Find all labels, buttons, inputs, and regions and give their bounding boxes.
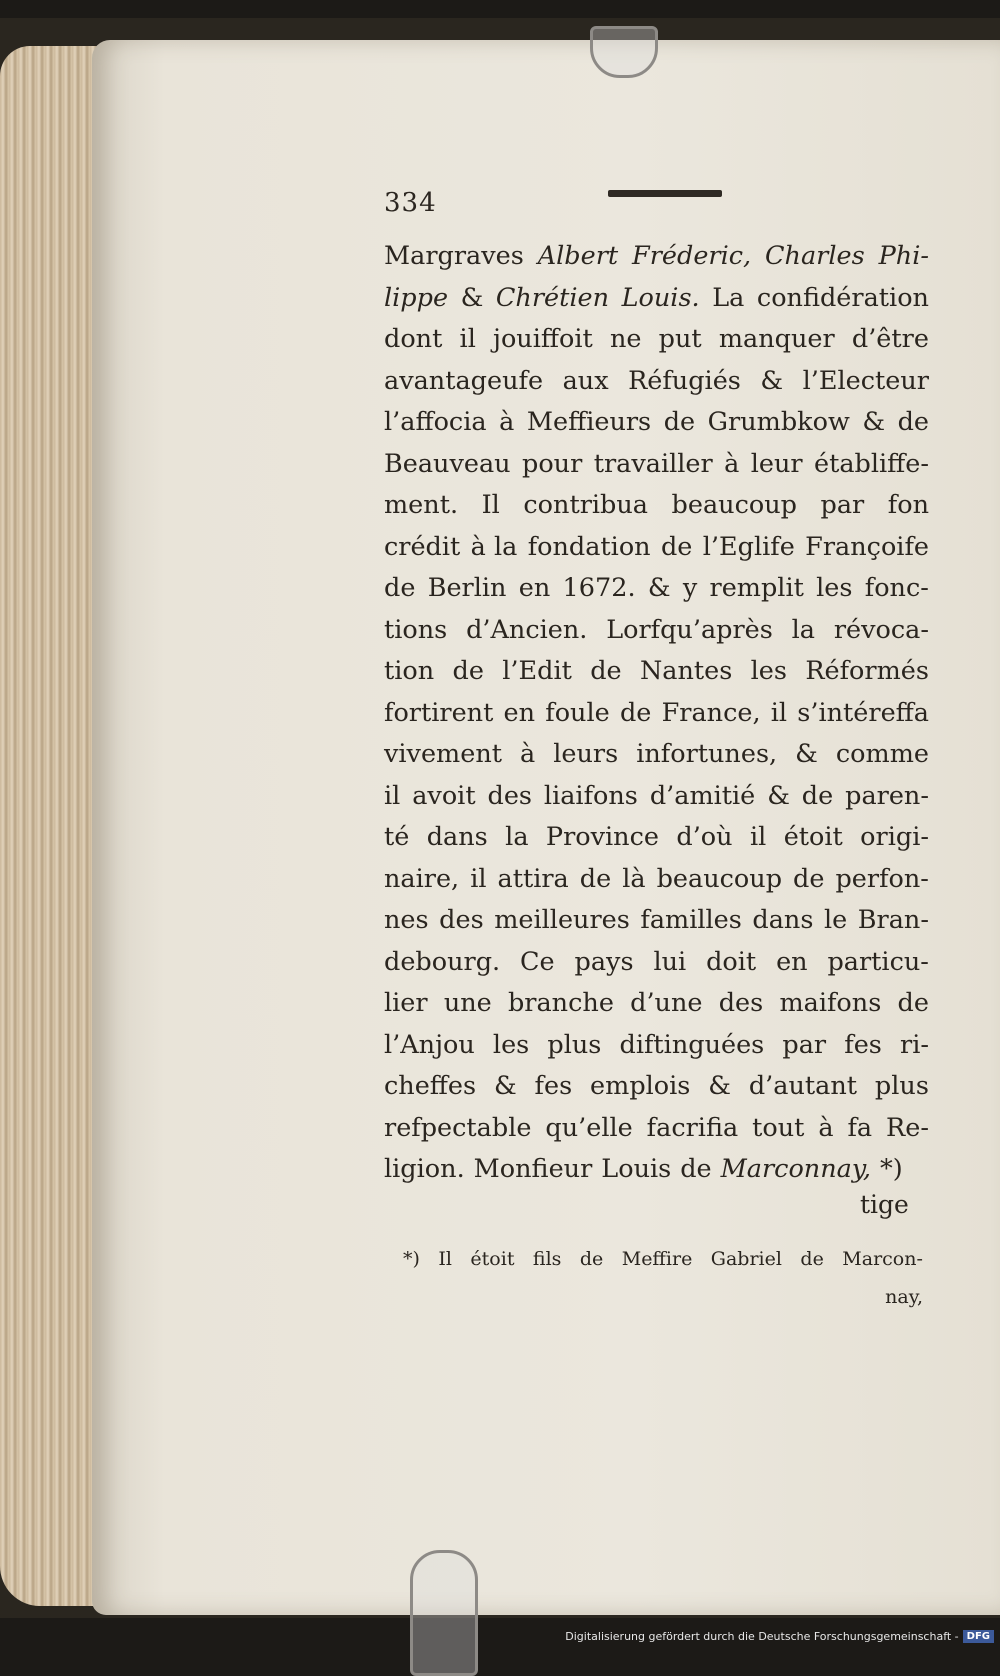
text-line xyxy=(384,1149,929,1191)
word: en xyxy=(776,946,808,977)
word: de xyxy=(579,863,612,894)
text-line xyxy=(384,734,929,776)
word: pays xyxy=(574,946,634,977)
word: dans xyxy=(752,905,814,935)
word: Meffieurs xyxy=(526,407,652,437)
word: vivement xyxy=(384,739,502,769)
word: dont xyxy=(384,324,443,354)
word: contribua xyxy=(523,490,648,520)
word: emplois xyxy=(590,1071,691,1101)
text-line xyxy=(384,942,929,984)
word: ri- xyxy=(900,1029,929,1060)
word: en xyxy=(503,697,536,728)
word: en xyxy=(518,573,551,603)
word: d’une xyxy=(630,988,703,1018)
word: beaucoup xyxy=(671,490,797,520)
word: dans xyxy=(426,822,488,852)
word: leurs xyxy=(553,739,619,769)
word: étoit xyxy=(783,822,843,852)
word: avantageufe xyxy=(384,365,544,396)
word: fes xyxy=(534,1071,573,1101)
word: là xyxy=(622,863,646,894)
word: de xyxy=(897,988,929,1018)
word: à xyxy=(520,739,536,769)
word: Bran- xyxy=(857,905,929,935)
word: à xyxy=(724,448,740,479)
word: fes xyxy=(844,1029,882,1060)
text-line xyxy=(384,776,929,818)
word: jouiffoit xyxy=(493,324,593,354)
word: établiffe- xyxy=(813,448,929,479)
word: l’affocia xyxy=(384,407,487,437)
text-line xyxy=(384,610,929,652)
word: aux xyxy=(562,365,609,396)
footnote-word: étoit xyxy=(470,1248,515,1270)
word: lippe xyxy=(384,282,449,313)
word: liaifons xyxy=(543,780,638,811)
word: y xyxy=(682,573,698,603)
word: les xyxy=(750,656,787,686)
word: fon xyxy=(887,490,929,520)
word: de xyxy=(801,780,834,811)
text-line xyxy=(384,693,929,735)
word: pour xyxy=(522,448,583,479)
word: des xyxy=(487,780,533,811)
word: fondation xyxy=(527,531,651,562)
word: particu- xyxy=(827,946,929,977)
word: Phi- xyxy=(878,241,929,271)
word: d’où xyxy=(676,822,733,852)
word: de xyxy=(663,407,696,437)
word: le xyxy=(824,905,848,935)
word: familles xyxy=(640,905,742,935)
word: Lorfqu’après xyxy=(606,614,773,645)
word: de xyxy=(680,1154,712,1184)
word: & xyxy=(767,780,790,811)
word: Grumbkow xyxy=(707,407,850,437)
word: tions xyxy=(384,614,448,645)
word: & xyxy=(493,1071,517,1101)
footnote-word: Gabriel xyxy=(710,1248,782,1270)
word: facrifia xyxy=(646,1112,739,1143)
text-line xyxy=(384,1025,929,1067)
word: Monfieur xyxy=(473,1154,593,1184)
word: Françoife xyxy=(805,531,929,562)
word: à xyxy=(818,1112,834,1143)
word: paren- xyxy=(845,780,929,811)
text-line xyxy=(384,1108,929,1150)
word: leur xyxy=(750,448,803,479)
word: il xyxy=(384,780,401,811)
word: l’Edit xyxy=(502,656,572,686)
word: de xyxy=(452,656,484,686)
word: & xyxy=(795,739,818,769)
footnote-word: Il xyxy=(438,1248,452,1270)
word: origi- xyxy=(860,822,929,852)
word: il xyxy=(749,822,767,852)
word: foule xyxy=(545,697,610,728)
word: diftinguées xyxy=(619,1029,765,1060)
text-line xyxy=(384,444,929,486)
text-line xyxy=(384,859,929,901)
word: qu’elle xyxy=(545,1112,633,1143)
word: Il xyxy=(481,490,500,520)
word: branche xyxy=(507,988,614,1018)
word: & xyxy=(460,282,484,313)
word: à la xyxy=(470,531,518,562)
word: & xyxy=(862,407,886,437)
word: de xyxy=(619,697,652,728)
word: les xyxy=(492,1029,530,1060)
word: comme xyxy=(835,739,929,769)
page-clip-top xyxy=(590,26,658,78)
word: ne xyxy=(609,324,642,354)
word: 1672. xyxy=(562,573,636,603)
main-text xyxy=(384,236,929,1191)
word: Louis. xyxy=(621,282,700,313)
footnote-word: *) xyxy=(403,1248,420,1270)
word: de xyxy=(590,656,622,686)
word: France, xyxy=(661,697,761,728)
word: par xyxy=(820,490,865,520)
word: de xyxy=(384,573,416,603)
word: La xyxy=(712,282,745,313)
word: naire, xyxy=(384,863,460,894)
word: remplit xyxy=(709,573,804,603)
word: travailler xyxy=(593,448,713,479)
text-line xyxy=(384,278,929,320)
footnote-text: nay, xyxy=(885,1286,923,1308)
footnote-word: fils xyxy=(532,1248,562,1270)
text-line xyxy=(384,568,929,610)
word: lui xyxy=(653,946,687,977)
text-line xyxy=(384,527,929,569)
word: tout xyxy=(752,1112,805,1143)
word: put xyxy=(658,324,702,354)
dfg-logo: DFG xyxy=(963,1630,994,1643)
credit-text: Digitalisierung gefördert durch die Deutsche Forschungsgemeinschaft - xyxy=(565,1630,959,1643)
word: Margraves xyxy=(384,241,524,271)
text-line xyxy=(384,900,929,942)
word: fonc- xyxy=(864,573,929,603)
word: Fréderic, xyxy=(632,241,752,271)
footnote xyxy=(403,1240,923,1316)
word: meilleures xyxy=(494,905,630,935)
word: Re- xyxy=(886,1112,929,1143)
word: plus xyxy=(547,1029,602,1060)
word: fa xyxy=(847,1112,873,1143)
text-line xyxy=(384,236,929,278)
text-line xyxy=(384,651,929,693)
word: & xyxy=(760,365,784,396)
word: d’autant xyxy=(748,1071,858,1101)
word: crédit xyxy=(384,531,461,562)
text-line xyxy=(384,1066,929,1108)
word: Nantes xyxy=(639,656,733,686)
word: ment. xyxy=(384,490,459,520)
footnote-word: Meffire xyxy=(621,1248,693,1270)
word: Réfugiés xyxy=(628,365,741,396)
word: il xyxy=(770,697,788,728)
word: des xyxy=(718,988,764,1018)
word: l’Electeur xyxy=(802,365,929,396)
word: d’être xyxy=(851,324,929,354)
word: il xyxy=(459,324,476,354)
word: & xyxy=(708,1071,731,1101)
word: de xyxy=(897,407,929,437)
word: Charles xyxy=(765,241,865,271)
text-line xyxy=(384,983,929,1025)
header-rule xyxy=(608,190,722,197)
footnote-word: Marcon- xyxy=(842,1248,923,1270)
footnote-word: de xyxy=(579,1248,604,1270)
word: l’Eglife xyxy=(702,531,795,562)
word: la xyxy=(505,822,529,852)
word: maifons xyxy=(779,988,882,1018)
word: infortunes, xyxy=(636,739,778,769)
word: attira xyxy=(497,863,569,894)
word: Chrétien xyxy=(495,282,610,313)
word: & xyxy=(647,573,671,603)
word: les xyxy=(816,573,853,603)
word: lier xyxy=(384,988,428,1018)
word: beaucoup xyxy=(656,863,783,894)
word: Berlin xyxy=(427,573,507,603)
catchword: tige xyxy=(860,1190,909,1219)
word: Province xyxy=(545,822,659,852)
text-line xyxy=(384,817,929,859)
footnote-line-2 xyxy=(403,1278,923,1316)
word: d’amitié xyxy=(649,780,756,811)
footnote-word: de xyxy=(800,1248,824,1270)
word: ligion. xyxy=(384,1154,465,1184)
word: révoca- xyxy=(833,614,929,645)
footnote-line-1 xyxy=(403,1240,923,1278)
page-number: 334 xyxy=(384,188,437,218)
word: fortirent xyxy=(384,697,494,728)
word: à xyxy=(499,407,515,437)
word: de xyxy=(660,531,693,562)
word: une xyxy=(443,988,492,1018)
word: cheffes xyxy=(384,1071,477,1101)
word: de xyxy=(793,863,825,894)
word: té xyxy=(384,822,410,852)
page-clip-bottom xyxy=(410,1550,478,1676)
word: s’intéreffa xyxy=(797,697,929,728)
word: debourg. xyxy=(384,946,501,977)
word: avoit xyxy=(412,780,476,811)
text-line xyxy=(384,319,929,361)
word: l’Anjou xyxy=(384,1029,475,1060)
word: doit xyxy=(706,946,757,977)
word: nes xyxy=(384,905,429,935)
word: des xyxy=(439,905,484,935)
word: Ce xyxy=(520,946,555,977)
word: Albert xyxy=(537,241,619,271)
word: confidération xyxy=(756,282,929,313)
word: par xyxy=(782,1029,827,1060)
word: *) xyxy=(879,1154,903,1184)
text-line xyxy=(384,402,929,444)
word: refpectable xyxy=(384,1112,532,1143)
word: perfon- xyxy=(835,863,929,894)
word: manquer xyxy=(718,324,835,354)
word: Louis xyxy=(601,1154,672,1184)
text-line xyxy=(384,485,929,527)
text-line xyxy=(384,361,929,403)
word: tion xyxy=(384,656,435,686)
word: la xyxy=(791,614,816,645)
digitization-credit xyxy=(565,1630,994,1643)
word: il xyxy=(470,863,487,894)
word: Beauveau xyxy=(384,448,511,479)
word: d’Ancien. xyxy=(466,614,588,645)
word: plus xyxy=(874,1071,929,1101)
word: Marconnay, xyxy=(720,1154,871,1184)
word: Réformés xyxy=(805,656,929,686)
